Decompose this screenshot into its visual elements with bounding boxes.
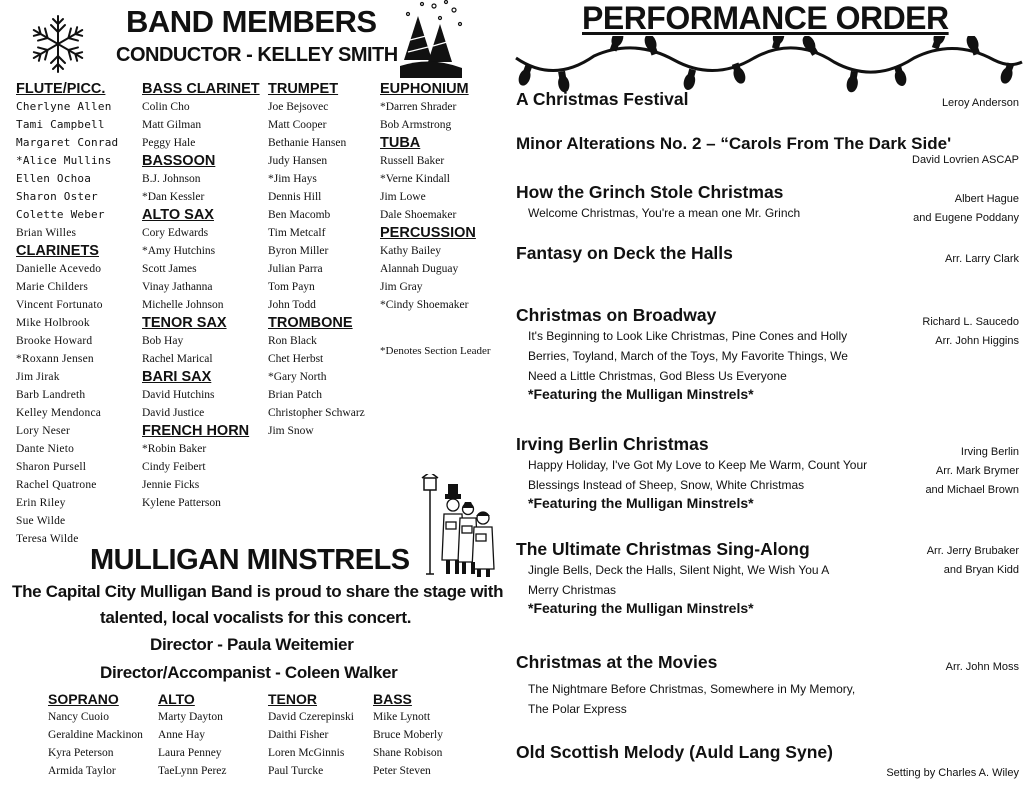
member-name: Danielle Acevedo	[16, 263, 102, 275]
singer-name: Bruce Moberly	[373, 729, 443, 741]
member-name: Dale Shoemaker	[380, 209, 457, 221]
piece-description: Jingle Bells, Deck the Halls, Silent Night, We Wish You A Merry Christmas	[528, 563, 829, 597]
member-name: Jim Lowe	[380, 191, 426, 203]
singer-name: David Czerepinski	[268, 711, 354, 723]
christmas-trees-icon	[396, 0, 466, 80]
piece-item	[516, 305, 1019, 402]
minstrels-title: MULLIGAN MINSTRELS	[90, 544, 410, 576]
section-heading: EUPHONIUM	[380, 81, 469, 97]
member-name: Colin Cho	[142, 101, 190, 113]
member-name: Judy Hansen	[268, 155, 328, 167]
singer-name: Anne Hay	[158, 729, 205, 741]
piece-item	[516, 539, 1019, 616]
piece-composer: Leroy Anderson	[941, 97, 1019, 109]
member-name: *Jim Hays	[268, 173, 317, 185]
piece-item	[516, 243, 1019, 264]
piece-item	[516, 742, 1019, 779]
member-name: David Justice	[142, 407, 205, 419]
member-name: Jim Snow	[268, 425, 314, 437]
member-name: John Todd	[268, 299, 316, 311]
voice-column-soprano	[48, 690, 143, 780]
piece-featuring: *Featuring the Mulligan Minstrels*	[528, 386, 754, 402]
member-name: Jim Gray	[380, 281, 423, 293]
singer-name: Nancy Cuoio	[48, 711, 110, 723]
member-name: Matt Cooper	[268, 119, 327, 131]
member-name: Tim Metcalf	[268, 227, 326, 239]
singer-name: Peter Steven	[373, 765, 431, 777]
band-members-title: BAND MEMBERS	[126, 4, 377, 39]
piece-title: The Ultimate Christmas Sing-Along	[516, 539, 810, 559]
band-column-1	[16, 80, 141, 548]
member-name: Bob Hay	[142, 335, 184, 347]
member-name: Scott James	[142, 263, 197, 275]
member-name: David Hutchins	[142, 389, 215, 401]
singer-name: Kyra Peterson	[48, 747, 114, 759]
member-name: Ben Macomb	[268, 209, 331, 221]
section-heading: TROMBONE	[268, 315, 353, 331]
section-heading: TENOR SAX	[142, 315, 227, 331]
member-name: Sue Wilde	[16, 515, 66, 527]
voice-heading: TENOR	[268, 691, 317, 707]
member-name: Ellen Ochoa	[16, 172, 92, 185]
singer-name: Loren McGinnis	[268, 747, 345, 759]
member-name: Sharon Oster	[16, 190, 98, 203]
member-name: *Darren Shrader	[380, 101, 457, 113]
piece-item	[516, 434, 1019, 511]
piece-item	[516, 652, 1019, 719]
piece-description: Happy Holiday, I've Got My Love to Keep Me Warm, Count Your Blessings Instead of Sheep, Snow, White Christmas	[528, 458, 868, 492]
member-name: Tom Payn	[268, 281, 315, 293]
piece-title: How the Grinch Stole Christmas	[516, 182, 784, 202]
member-name: Brooke Howard	[16, 335, 93, 347]
piece-composer: Setting by Charles A. Wiley	[886, 767, 1019, 779]
piece-description: The Nightmare Before Christmas, Somewhere in My Memory, The Polar Express	[528, 682, 856, 716]
member-name: Erin Riley	[16, 497, 66, 509]
member-name: Matt Gilman	[142, 119, 202, 131]
carolers-illustration	[418, 474, 498, 584]
band-column-4	[380, 80, 505, 360]
singer-name: Shane Robison	[373, 747, 443, 759]
composer-line: and Eugene Poddany	[913, 212, 1019, 224]
member-name: Sharon Pursell	[16, 461, 87, 473]
composer-line: Albert Hague	[954, 193, 1019, 205]
member-name: Brian Patch	[268, 389, 322, 401]
piece-composer: Arr. Larry Clark	[945, 253, 1019, 265]
member-name: Dante Nieto	[16, 443, 75, 455]
member-name: Margaret Conrad	[16, 136, 119, 149]
member-name: Colette Weber	[16, 208, 105, 221]
voice-column-alto	[158, 690, 226, 780]
minstrels-accompanist: Director/Accompanist - Coleen Walker	[100, 663, 398, 682]
member-name: Bob Armstrong	[380, 119, 452, 131]
composer-line: Arr. Jerry Brubaker	[926, 545, 1019, 557]
member-name: Chet Herbst	[268, 353, 324, 365]
member-name: Kylene Patterson	[142, 497, 221, 509]
member-name: *Cindy Shoemaker	[380, 299, 469, 311]
member-name: Michelle Johnson	[142, 299, 224, 311]
minstrels-intro-line-2: talented, local vocalists for this concert.	[100, 608, 412, 627]
piece-title: A Christmas Festival	[516, 89, 689, 109]
band-column-2	[142, 80, 267, 512]
section-heading: BASSOON	[142, 153, 216, 169]
member-name: Brian Willes	[16, 227, 77, 239]
composer-line: and Michael Brown	[925, 484, 1019, 496]
singer-name: Armida Taylor	[48, 765, 116, 777]
minstrels-director: Director - Paula Weitemier	[150, 635, 354, 654]
member-name: Julian Parra	[268, 263, 323, 275]
section-heading: ALTO SAX	[142, 207, 214, 223]
member-name: Lory Neser	[16, 425, 71, 437]
member-name: Bethanie Hansen	[268, 137, 347, 149]
member-name: Tami Campbell	[16, 118, 105, 131]
member-name: Rachel Quatrone	[16, 479, 97, 491]
member-name: Peggy Hale	[142, 137, 196, 149]
piece-composer	[922, 313, 1019, 351]
piece-description: It's Beginning to Look Like Christmas, Pine Cones and Holly Berries, Toyland, March of the Toys, My Favorite Things, We Need a Little Christmas, God Bless Us Everyone	[528, 329, 848, 383]
piece-item	[516, 182, 1019, 223]
member-name: Jim Jirak	[16, 371, 60, 383]
section-heading: TUBA	[380, 135, 421, 151]
section-heading: PERCUSSION	[380, 225, 476, 241]
piece-composer	[925, 443, 1019, 500]
member-name: B.J. Johnson	[142, 173, 201, 185]
voice-heading: ALTO	[158, 691, 195, 707]
member-name: Alannah Duguay	[380, 263, 459, 275]
section-heading: BARI SAX	[142, 369, 212, 385]
performance-order-title: PERFORMANCE ORDER	[582, 0, 949, 36]
singer-name: Laura Penney	[158, 747, 222, 759]
conductor-line: CONDUCTOR - KELLEY SMITH	[116, 44, 398, 66]
member-name: Mike Holbrook	[16, 317, 90, 329]
member-name: Marie Childers	[16, 281, 89, 293]
piece-composer: Arr. John Moss	[945, 661, 1019, 673]
member-name: Cindy Feibert	[142, 461, 206, 473]
member-name: Byron Miller	[268, 245, 329, 257]
piece-composer: David Lovrien ASCAP	[912, 154, 1019, 166]
member-name: Christopher Schwarz	[268, 407, 365, 419]
member-name: Joe Bejsovec	[268, 101, 329, 113]
voice-heading: SOPRANO	[48, 691, 119, 707]
section-heading: CLARINETS	[16, 243, 99, 259]
composer-line: Irving Berlin	[960, 446, 1019, 458]
member-name: Barb Landreth	[16, 389, 86, 401]
piece-description: Welcome Christmas, You're a mean one Mr. Grinch	[528, 206, 801, 220]
christmas-lights-icon	[514, 36, 1024, 94]
singer-name: Daithi Fisher	[268, 729, 329, 741]
member-list	[16, 98, 141, 242]
singer-name: Mike Lynott	[373, 711, 431, 723]
voice-column-tenor	[268, 690, 354, 780]
piece-featuring: *Featuring the Mulligan Minstrels*	[528, 600, 754, 616]
piece-title: Old Scottish Melody (Auld Lang Syne)	[516, 742, 833, 762]
member-name: Vinay Jathanna	[142, 281, 213, 293]
piece-composer	[927, 542, 1019, 580]
piece-title: Christmas on Broadway	[516, 305, 717, 325]
member-name: *Gary North	[268, 371, 327, 383]
singer-name: TaeLynn Perez	[158, 765, 227, 777]
member-name: *Dan Kessler	[142, 191, 205, 203]
snowflake-icon	[26, 12, 90, 76]
composer-line: Arr. Mark Brymer	[935, 465, 1019, 477]
composer-line: Richard L. Saucedo	[922, 316, 1019, 328]
singer-name: Marty Dayton	[158, 711, 223, 723]
member-name: Ron Black	[268, 335, 317, 347]
piece-item	[516, 134, 1019, 166]
member-name: Vincent Fortunato	[16, 299, 103, 311]
member-name: Cherlyne Allen	[16, 100, 112, 113]
band-column-3	[268, 80, 383, 440]
member-name: Dennis Hill	[268, 191, 322, 203]
voice-column-bass	[373, 690, 443, 780]
piece-title: Christmas at the Movies	[516, 652, 718, 672]
member-list	[16, 260, 141, 548]
piece-featuring: *Featuring the Mulligan Minstrels*	[528, 495, 754, 511]
section-heading: FRENCH HORN	[142, 423, 250, 439]
minstrels-intro-line-1: The Capital City Mulligan Band is proud to share the stage with	[12, 582, 504, 601]
member-name: Kathy Bailey	[380, 245, 441, 257]
section-heading: FLUTE/PICC.	[16, 81, 106, 97]
piece-item	[516, 89, 1019, 110]
piece-composer	[913, 190, 1019, 228]
member-name: *Robin Baker	[142, 443, 207, 455]
piece-title: Minor Alterations No. 2 – “Carols From The Dark Side'	[516, 134, 952, 153]
member-name: Jennie Ficks	[142, 479, 200, 491]
member-name: *Verne Kindall	[380, 173, 450, 185]
member-name: Rachel Marical	[142, 353, 213, 365]
member-name: *Alice Mullins	[16, 154, 112, 167]
piece-title: Fantasy on Deck the Halls	[516, 243, 733, 263]
voice-heading: BASS	[373, 691, 412, 707]
singer-name: Paul Turcke	[268, 765, 324, 777]
member-name: Russell Baker	[380, 155, 445, 167]
member-name: *Roxann Jensen	[16, 353, 94, 365]
piece-title: Irving Berlin Christmas	[516, 434, 709, 454]
member-name: Cory Edwards	[142, 227, 209, 239]
section-leader-note: *Denotes Section Leader	[380, 345, 491, 357]
member-name: Kelley Mendonca	[16, 407, 102, 419]
composer-line: Arr. John Higgins	[935, 335, 1019, 347]
singer-name: Geraldine Mackinon	[48, 729, 143, 741]
member-name: Teresa Wilde	[16, 533, 79, 545]
composer-line: and Bryan Kidd	[943, 564, 1019, 576]
section-heading: TRUMPET	[268, 81, 339, 97]
member-name: *Amy Hutchins	[142, 245, 216, 257]
section-heading: BASS CLARINET	[142, 81, 260, 97]
